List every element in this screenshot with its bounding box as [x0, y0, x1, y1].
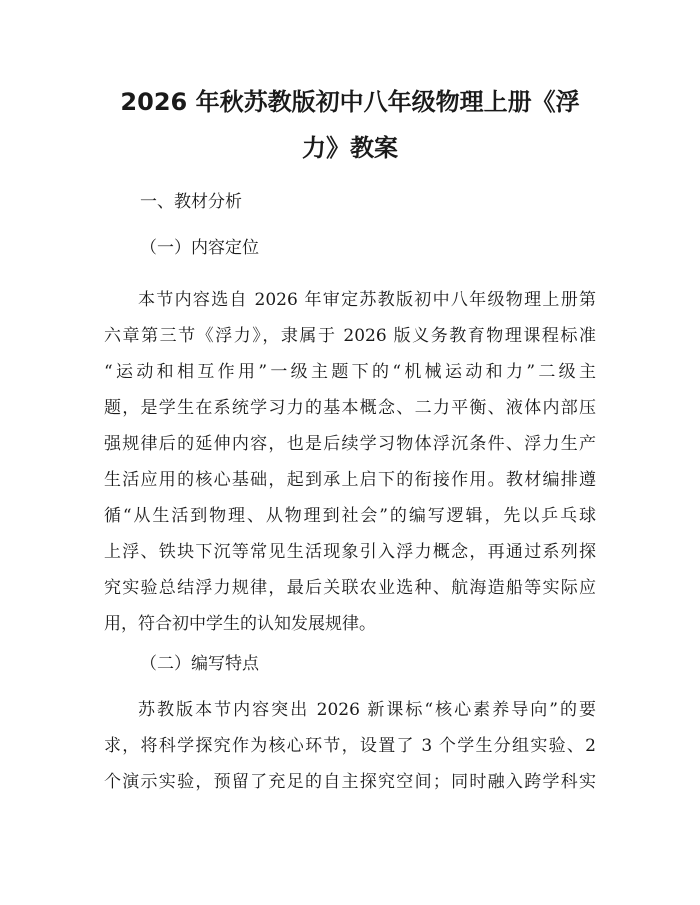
paragraph-line: 用，符合初中学生的认知发展规律。 [104, 614, 376, 634]
paragraph-line: 本节内容选自 2026 年审定苏教版初中八年级物理上册第 [138, 290, 596, 310]
paragraph-line: 苏教版本节内容突出 2026 新课标“核心素养导向”的要 [138, 700, 596, 720]
section-heading-textbook-analysis: 一、教材分析 [140, 192, 242, 212]
paragraph-line: 题，是学生在系统学习力的基本概念、二力平衡、液体内部压 [104, 398, 596, 418]
paragraph-line: “运动和相互作用”一级主题下的“机械运动和力”二级主 [104, 362, 596, 382]
document-title-line-1: 2026 年秋苏教版初中八年级物理上册《浮 [120, 88, 580, 116]
paragraph-writing-features [104, 692, 596, 800]
subsection-heading-content-positioning: （一）内容定位 [140, 238, 259, 258]
subsection-heading-writing-features: （二）编写特点 [140, 654, 259, 674]
paragraph-line: 个演示实验，预留了充足的自主探究空间；同时融入跨学科实 [104, 772, 596, 792]
paragraph-line: 求，将科学探究作为核心环节，设置了 3 个学生分组实验、2 [104, 736, 596, 756]
paragraph-content-positioning [104, 282, 596, 642]
paragraph-line: 六章第三节《浮力》，隶属于 2026 版义务教育物理课程标准 [104, 326, 596, 346]
paragraph-line: 上浮、铁块下沉等常见生活现象引入浮力概念，再通过系列探 [104, 542, 596, 562]
document-title-line-2: 力》教案 [302, 134, 398, 162]
paragraph-line: 强规律后的延伸内容，也是后续学习物体浮沉条件、浮力生产 [104, 434, 596, 454]
paragraph-line: 究实验总结浮力规律，最后关联农业选种、航海造船等实际应 [104, 578, 596, 598]
paragraph-line: 生活应用的核心基础，起到承上启下的衔接作用。教材编排遵 [104, 470, 596, 490]
paragraph-line: 循“从生活到物理、从物理到社会”的编写逻辑，先以乒乓球 [104, 506, 596, 526]
